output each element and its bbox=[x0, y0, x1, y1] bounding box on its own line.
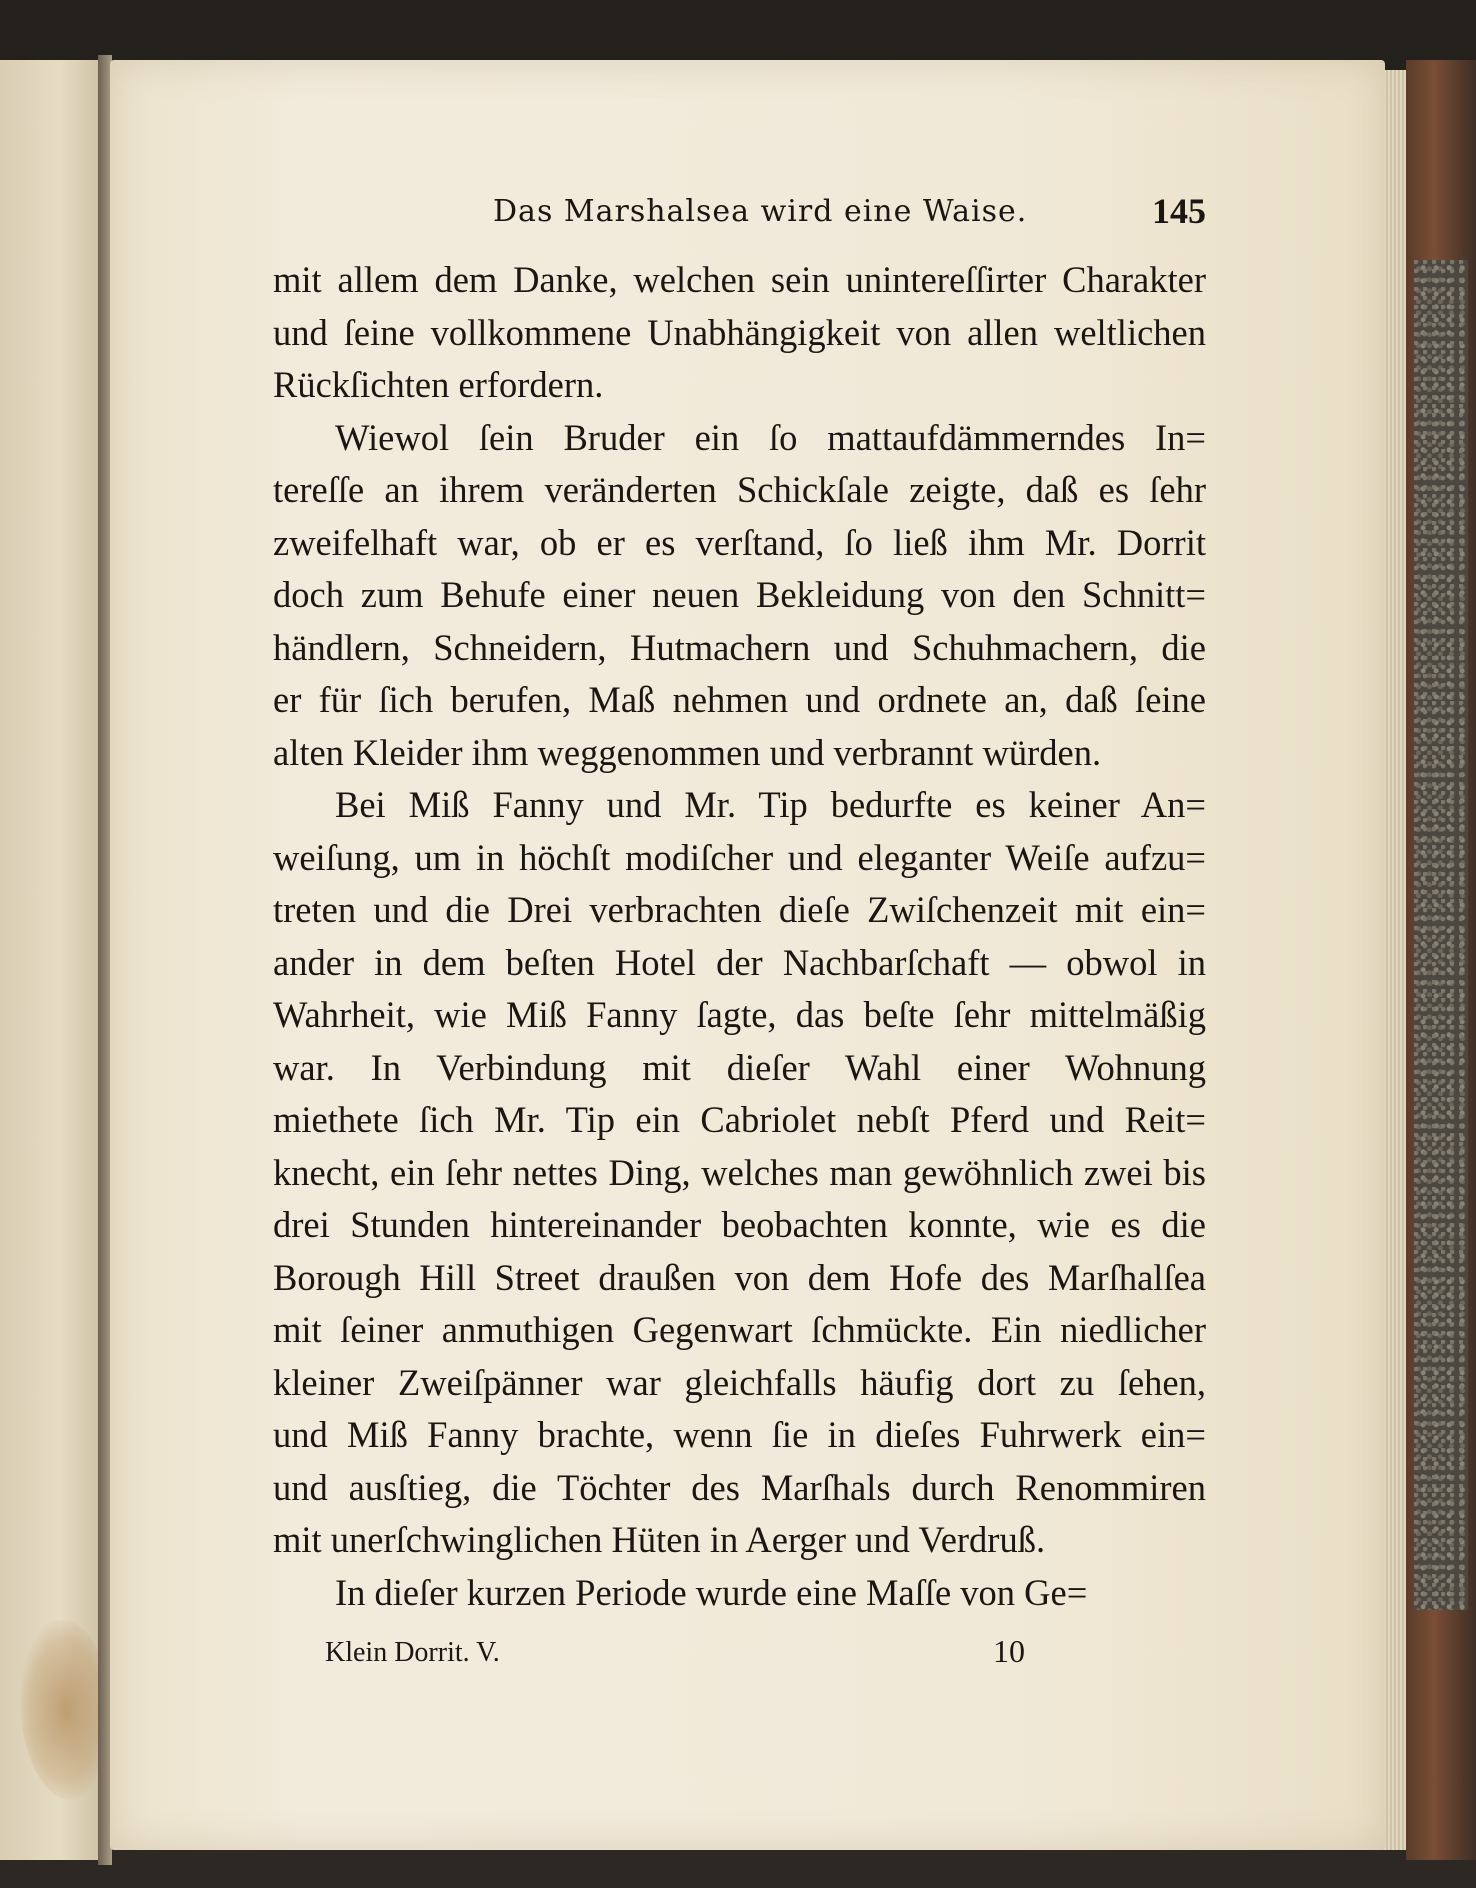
text-line: Wahrheit, wie Miß Fanny ſagte, das beſte ſehr mittelmäßig bbox=[273, 994, 1206, 1035]
text-line: mit unerſchwinglichen Hüten in Aerger und Verdruß. bbox=[273, 1519, 1046, 1560]
text-line: tereſſe an ihrem veränderten Schickſale zeigte, daß es ſehr bbox=[273, 469, 1206, 510]
text-line: er für ſich berufen, Maß nehmen und ordnete an, daß ſeine bbox=[273, 679, 1206, 720]
text-line: war. In Verbindung mit dieſer Wahl einer Wohnung bbox=[273, 1046, 1206, 1088]
text-line: knecht, ein ſehr nettes Ding, welches man gewöhnlich zwei bis bbox=[273, 1151, 1206, 1193]
water-stain bbox=[20, 1620, 110, 1800]
page-header bbox=[273, 180, 1206, 246]
text-line: miethete ſich Mr. Tip ein Cabriolet nebſt Pferd und Reit= bbox=[273, 1099, 1206, 1140]
text-line: weiſung, um in höchſt modiſcher und eleganter Weiſe aufzu= bbox=[273, 836, 1206, 878]
left-facing-page bbox=[0, 60, 102, 1860]
text-line: mit allem dem Danke, welchen sein unintereſſirter Charakter bbox=[273, 259, 1206, 300]
text-line: In dieſer kurzen Periode wurde eine Maſſe von Ge= bbox=[335, 1571, 1088, 1613]
text-line: Wiewol ſein Bruder ein ſo mattaufdämmerndes In= bbox=[335, 416, 1206, 458]
book-cover-edge bbox=[1406, 60, 1476, 1860]
paragraph bbox=[273, 1567, 1206, 1620]
text-line: Borough Hill Street draußen von dem Hofe des Marſhalſea bbox=[273, 1256, 1206, 1298]
book-page bbox=[110, 60, 1385, 1850]
running-head: Das Marshalsea wird eine Waise. bbox=[493, 194, 1028, 229]
text-line: und Miß Fanny brachte, wenn ſie in dieſes Fuhrwerk ein= bbox=[273, 1414, 1206, 1455]
text-block bbox=[273, 180, 1206, 1687]
paragraph bbox=[273, 254, 1206, 412]
page-number: 145 bbox=[1152, 191, 1206, 231]
text-line: zweifelhaft war, ob er es verſtand, ſo ließ ihm Mr. Dorrit bbox=[273, 521, 1206, 563]
body-text bbox=[273, 254, 1206, 1619]
page-footer bbox=[273, 1633, 1206, 1687]
text-line: und ſeine vollkommene Unabhängigkeit von allen weltlichen bbox=[273, 311, 1206, 353]
text-line: doch zum Behufe einer neuen Bekleidung von den Schnitt= bbox=[273, 574, 1206, 615]
text-line: mit ſeiner anmuthigen Gegenwart ſchmückte. Ein niedlicher bbox=[273, 1309, 1206, 1350]
text-line: ander in dem beſten Hotel der Nachbarſchaft — obwol in bbox=[273, 941, 1206, 983]
text-line: und ausſtieg, die Töchter des Marſhals durch Renommiren bbox=[273, 1466, 1206, 1508]
text-line: Rückſichten erfordern. bbox=[273, 364, 604, 405]
text-line: drei Stunden hintereinander beobachten konnte, wie es die bbox=[273, 1204, 1206, 1245]
text-line: händlern, Schneidern, Hutmachern und Schuhmachern, die bbox=[273, 626, 1206, 668]
text-line: alten Kleider ihm weggenommen und verbrannt würden. bbox=[273, 731, 1102, 773]
marbled-cover bbox=[1414, 260, 1468, 1610]
text-line: Bei Miß Fanny und Mr. Tip bedurfte es keiner An= bbox=[335, 784, 1206, 825]
text-line: kleiner Zweiſpänner war gleichfalls häufig dort zu ſehen, bbox=[273, 1361, 1206, 1403]
text-line: treten und die Drei verbrachten dieſe Zwiſchenzeit mit ein= bbox=[273, 889, 1206, 930]
signature-mark: 10 bbox=[993, 1633, 1025, 1669]
paragraph bbox=[273, 412, 1206, 780]
paragraph bbox=[273, 779, 1206, 1567]
signature-line: Klein Dorrit. V. bbox=[325, 1637, 500, 1668]
